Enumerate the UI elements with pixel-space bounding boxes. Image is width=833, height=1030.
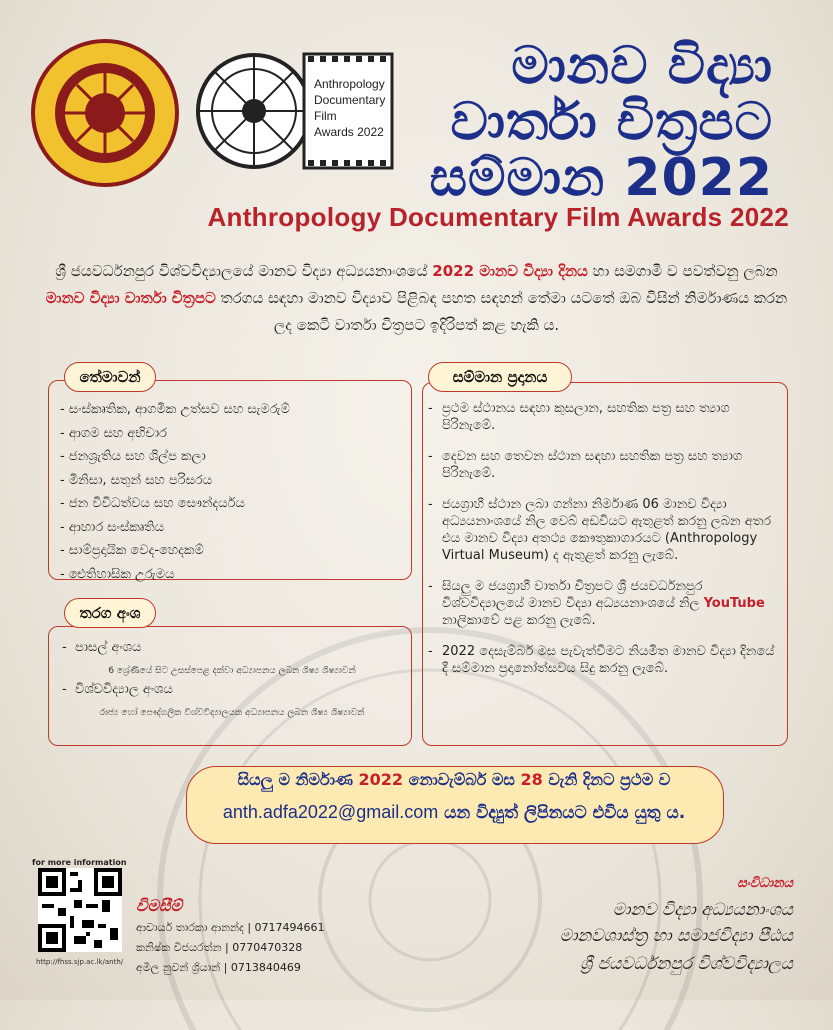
- theme-item: - ආහාර සංස්කෘතිය: [60, 519, 165, 535]
- theme-item: - සංස්කෘතික, ආගමික උත්සව සහ සැමරුම්: [60, 402, 290, 417]
- logo-line-4: Awards 2022: [314, 125, 384, 139]
- youtube-label: YouTube: [703, 596, 765, 611]
- contact-row: ආචාර්ය තාරකා ආනන්ද | 0717494661: [136, 921, 325, 934]
- organizer-line-2: මානවශාස්ත්‍ර හා සමාජවිද්‍යා පීඨය: [559, 926, 793, 946]
- intro-text-3: තරගය සඳහා මානව විද්‍යාව පිළිබඳ පහත සඳහන් තේමා යටතේ ඔබ විසින් නිර්මාණය කරන ලද කෙටි වාර්තා චිත්‍රපට ඉදිරිපත් කළ හැකි ය.: [220, 289, 788, 334]
- themes-heading: තේමාවන්: [64, 362, 156, 392]
- title-line-2: වාර්තා චිත්‍රපට: [450, 92, 773, 152]
- intro-text-1: ශ්‍රී ජයවර්ධනපුර විශ්වවිද්‍යාලයේ මානව විද්‍යා අධ්‍යයනාංශයේ: [55, 262, 428, 280]
- category-desc: රාජ්‍ය හෝ පෞද්ගලික විශ්වවිද්‍යාලයක අධ්‍යාපනය ලබන ශිෂ්‍ය ශිෂ්‍යාවන්: [99, 708, 365, 718]
- intro-highlight-1: 2022 මානව විද්‍යා දිනය: [432, 262, 588, 280]
- theme-item: - මිනිසා, සතුන් සහ පරිසරය: [60, 472, 213, 488]
- contact-row: අමිල නුවන් ශ්‍රියාන් | 0713840469: [136, 961, 301, 974]
- organizer-line-1: මානව විද්‍යා අධ්‍යයනාංශය: [612, 900, 793, 920]
- award-item: - සියලු ම ජයග්‍රාහී වාර්තා චිත්‍රපට ශ්‍රී ජයවර්ධනපුර විශ්වවිද්‍යාලයේ මානව විද්‍යා අධ්‍යයනාංශයේ නිල YouTube නාලිකාවේ පළ කරනු ලැබේ.: [428, 579, 765, 628]
- intro-highlight-2: මානව විද්‍යා වාර්තා චිත්‍රපට: [45, 289, 216, 307]
- category-name: - විශ්වවිද්‍යාල අංශය: [62, 682, 173, 697]
- title-line-3: සම්මාන 2022: [429, 148, 773, 208]
- deadline-line-1: සියලු ම නිර්මාණ 2022 නොවැම්බර් මස 28 වැනි දිනට ප්‍රථම ව: [237, 770, 671, 789]
- award-item: - ජයග්‍රාහී ස්ථාන ලබා ගන්නා නිර්මාණ 06 මානව විද්‍යා අධ්‍යයනාංශයේ නිල වෙබ් අඩවියට ඇතුළත් කරනු ලබන අතර එය මානව විද්‍යා අතථ්‍ය කෞතුකාගාරයට (Anthropology Virtual Museum) ද ඇතුළත් කරනු ලැබේ.: [428, 497, 772, 563]
- contacts-list: [136, 918, 325, 978]
- logo-line-1: Anthropology: [314, 77, 385, 91]
- category-desc: 6 ශ්‍රේණියේ සිට උසස්පෙළ දක්වා අධ්‍යාපනය ලබන ශිෂ්‍ය ශිෂ්‍යාවන්: [108, 666, 356, 676]
- inquiries-label: විමසීම්: [136, 896, 183, 915]
- title-line-1: මානව විද්‍යා: [511, 36, 773, 96]
- website-url[interactable]: http://fhss.sjp.ac.lk/anth/: [36, 958, 124, 966]
- organizer-label: සංවිධානය: [737, 876, 793, 891]
- title-english: Anthropology Documentary Film Awards 2022: [207, 202, 789, 232]
- organizer-line-3: ශ්‍රී ජයවර්ධනපුර විශ්වවිද්‍යාලය: [580, 954, 793, 974]
- logo-line-2: Documentary: [314, 93, 386, 107]
- intro-paragraph: [44, 258, 789, 339]
- film-awards-logo: [196, 36, 396, 186]
- qr-code-icon[interactable]: [38, 868, 122, 952]
- category-name: - පාසල් අංශය: [62, 640, 142, 655]
- awards-heading: සම්මාන ප්‍රදානය: [428, 362, 572, 392]
- intro-text-2: හා සමගාමී ව පවත්වනු ලබන: [592, 262, 778, 280]
- theme-item: - ජනශ්‍රැතිය සහ ශිල්ප කලා: [60, 449, 206, 464]
- more-info-label: for more information: [32, 858, 127, 867]
- university-logo: [30, 38, 180, 188]
- themes-list: [60, 398, 405, 586]
- theme-item: - ආගම සහ අභිචාර: [60, 425, 168, 441]
- deadline-line-2: anth.adfa2022@gmail.com යන විද්‍යුත් ලිපිනයට එවිය යුතු ය.: [222, 802, 686, 823]
- categories-heading: තරග අංශ: [64, 598, 156, 628]
- award-item: - දෙවන සහ තෙවන ස්ථාන සඳහා සහතික පත්‍ර සහ ත්‍යාග පිරිනැමේ.: [428, 449, 743, 481]
- contact-row: කනිෂ්ක විජයරත්න | 0770470328: [136, 941, 303, 954]
- theme-item: - ඓතිහාසික උරුමය: [60, 566, 175, 582]
- logo-line-3: Film: [314, 109, 337, 123]
- awards-list: [428, 400, 776, 691]
- award-item: - 2022 දෙසැම්බර් මස පැවැත්වීමට නියමිත මානව විද්‍යා දිනයේ දී සම්මාන ප්‍රදානෝත්සවය සිදු කරනු ලැබේ.: [428, 644, 775, 676]
- categories-list: [62, 640, 402, 724]
- email-link[interactable]: anth.adfa2022@gmail.com: [222, 802, 439, 822]
- award-item: - ප්‍රථම ස්ථානය සඳහා කුසලාන, සහතික පත්‍ර සහ ත්‍යාග පිරිනැමේ.: [428, 401, 730, 433]
- theme-item: - සාම්ප්‍රදායික වෙද-හෙදකම්: [60, 543, 204, 558]
- theme-item: - ජන විවිධත්වය සහ සෞන්දර්යය: [60, 496, 245, 511]
